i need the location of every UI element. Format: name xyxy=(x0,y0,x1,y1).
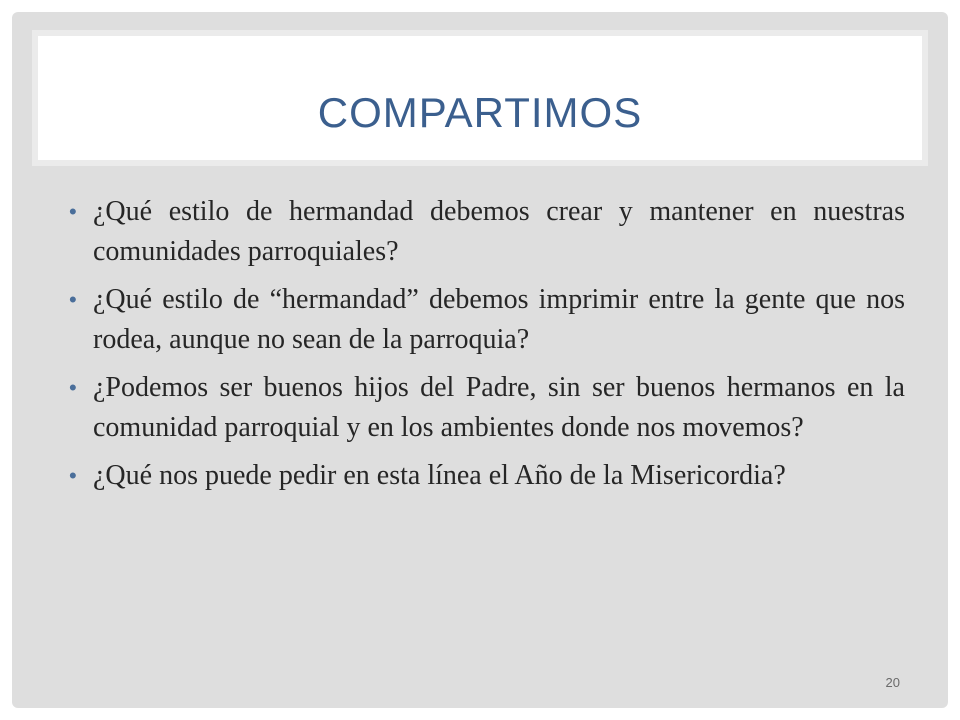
bullet-text: ¿Qué estilo de hermandad debemos crear y mantener en nuestras comunidades parroquiales? xyxy=(93,196,905,267)
bullet-icon: • xyxy=(69,199,77,224)
bullet-item xyxy=(69,192,905,272)
bullet-list xyxy=(69,192,905,504)
slide xyxy=(12,12,948,708)
title-box xyxy=(32,30,928,166)
bullet-text: ¿Podemos ser buenos hijos del Padre, sin ser buenos hermanos en la comunidad parroquial y en los ambientes donde nos movemos? xyxy=(93,372,905,443)
slide-title: COMPARTIMOS xyxy=(317,89,643,136)
bullet-item xyxy=(69,368,905,448)
bullet-icon: • xyxy=(69,375,77,400)
page-number: 20 xyxy=(885,675,900,690)
bullet-icon: • xyxy=(69,287,77,312)
bullet-item xyxy=(69,280,905,360)
bullet-text: ¿Qué estilo de “hermandad” debemos imprimir entre la gente que nos rodea, aunque no sean de la parroquia? xyxy=(93,284,905,355)
bullet-icon: • xyxy=(69,463,77,488)
bullet-item xyxy=(69,456,905,496)
bullet-text: ¿Qué nos puede pedir en esta línea el Año de la Misericordia? xyxy=(93,460,786,491)
